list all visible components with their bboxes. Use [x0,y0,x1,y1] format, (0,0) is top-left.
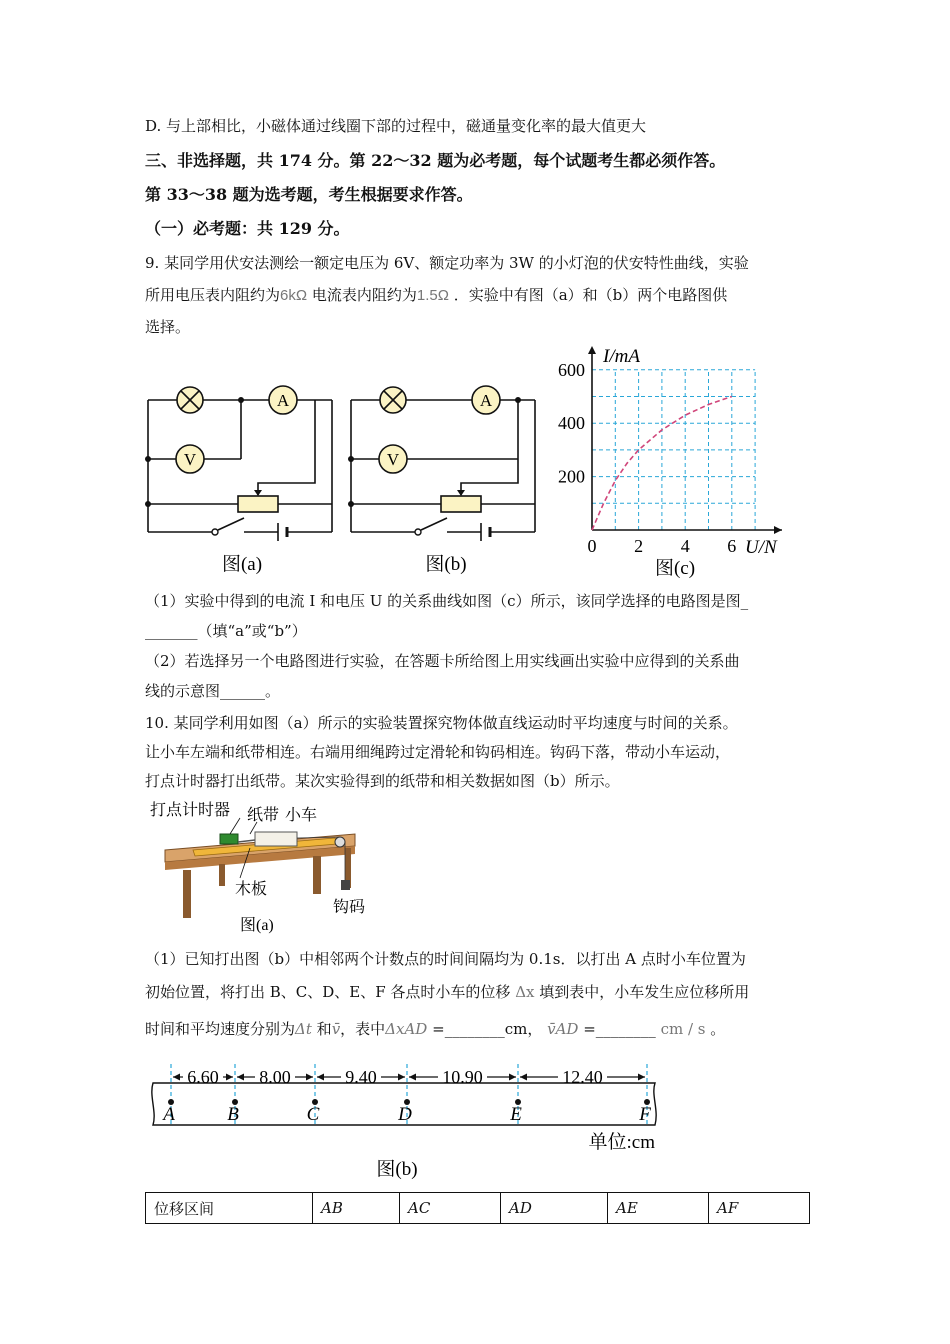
distance-label: 8.00 [259,1067,291,1087]
label-tape: 纸带 [247,807,280,824]
dim-arrow [520,1074,527,1081]
delta-x-ad-symbol: ΔxAD [385,1020,428,1038]
q10-sub1-line-2: 初始位置，将打出 B、C、D、E、F 各点时小车的位移 Δx 填到表中，小车发生应位移所用 [145,983,750,1001]
dim-arrow [226,1074,233,1081]
x-tick-label: 0 [587,536,597,556]
q10-line-2: 让小车左端和纸带相连。右端用细绳跨过定滑轮和钩码相连。钩码下落，带动小车运动， [145,743,731,761]
q9-sub2-line-2: 线的示意图______。 [145,682,281,700]
table-col-ae: AE [608,1193,709,1224]
cart-icon [255,832,297,846]
section-heading-1: 三、非选择题，共 174 分。第 22～32 题为必考题，每个试题考生都必须作答。 [145,151,726,170]
v-ad-symbol: v̄AD [547,1020,579,1038]
x-tick-label: 4 [680,536,690,556]
y-tick-label: 200 [558,466,585,487]
q9-line-1: 9. 某同学用伏安法测绘一额定电压为 6V、额定功率为 3W 的小灯泡的伏安特性曲线，实验 [145,254,749,272]
dim-arrow [173,1074,180,1081]
distance-label: 6.60 [187,1067,219,1087]
label-board: 木板 [235,881,268,898]
voltmeter-resistance: 6kΩ [280,287,308,304]
dim-arrow [398,1074,405,1081]
tape-unit: 单位:cm [588,1132,655,1153]
table-leg [219,864,225,886]
label-cart: 小车 [285,807,318,824]
voltmeter-label: V [183,450,197,469]
tape-line [238,840,255,842]
y-axis-label: I/mA [603,346,640,367]
y-tick-label: 400 [558,413,585,434]
ammeter-label: A [479,391,493,410]
tape-point-label: D [398,1104,412,1125]
table-leg [313,856,321,894]
q10-sub1-line-3: 时间和平均速度分别为Δt 和v̄，表中ΔxAD =________cm， v̄AD =________ cm / s 。 [145,1020,726,1038]
circuit-diagrams [140,380,540,580]
apparatus-illustration [145,798,385,938]
q10-line-1: 10. 某同学利用如图（a）所示的实验装置探究物体做直线运动时平均速度与时间的关系。 [145,714,738,732]
pulley-icon [335,837,345,847]
delta-t-symbol: Δt [295,1020,312,1038]
v-bar-symbol: v̄ [331,1020,341,1038]
ammeter-label: A [276,391,290,410]
table-col-ab: AB [313,1193,400,1224]
table-leg [183,870,191,918]
x-tick-label: 2 [634,536,644,556]
tape-caption: 图(b) [376,1159,418,1180]
x-axis-arrow [774,526,782,534]
dim-arrow [237,1074,244,1081]
dim-arrow [409,1074,416,1081]
velocity-unit: cm / s [660,1020,706,1038]
switch-contact [212,529,218,535]
displacement-table [145,1192,810,1224]
q9-sub1-line-2: _______（填“a”或“b”） [145,622,307,640]
section-heading-2: 第 33～38 题为选考题，考生根据要求作答。 [145,185,473,204]
label-timer: 打点计时器 [150,802,231,819]
label-weight: 钩码 [333,899,366,916]
q9-line-3: 选择。 [145,318,191,336]
ammeter-resistance: 1.5Ω [416,287,449,304]
apparatus-caption: 图(a) [240,917,274,934]
q9-sub2-line-1: （2）若选择另一个电路图进行实验，在答题卡所给图上用实线画出实验中应得到的关系曲 [145,652,740,670]
y-axis-arrow [588,346,596,354]
tape-point-label: C [306,1104,320,1125]
caption-a: 图(a) [221,554,263,575]
voltmeter-label: V [386,450,400,469]
delta-x-symbol: Δx [515,983,535,1001]
q10-sub1-line-1: （1）已知打出图（b）中相邻两个计数点的时间间隔均为 0.1s．以打出 A 点时小车位置为 [145,950,746,968]
y-tick-label: 600 [558,359,585,380]
option-d: D. 与上部相比，小磁体通过线圈下部的过程中，磁通量变化率的最大值更大 [145,117,647,135]
dim-arrow [509,1074,516,1081]
q9-line-2: 所用电压表内阻约为6kΩ 电流表内阻约为1.5Ω ．实验中有图（a）和（b）两个电路图供 [145,286,728,304]
paper-tape-figure [145,1050,665,1185]
caption-c: 图(c) [654,558,696,579]
tape-point-label: A [163,1104,175,1125]
iu-chart [545,338,795,583]
table-col-ac: AC [400,1193,501,1224]
caption-b: 图(b) [425,554,467,575]
tape-point-label: F [639,1104,651,1125]
dim-arrow [306,1074,313,1081]
distance-label: 9.40 [345,1067,377,1087]
dim-arrow [317,1074,324,1081]
chart-grid [592,370,755,530]
rheostat-icon [238,496,278,512]
tape-point-label: E [510,1104,522,1125]
dim-arrow [638,1074,645,1081]
x-tick-label: 6 [727,536,737,556]
switch-contact [415,529,421,535]
x-axis-label: U/N [745,537,777,558]
rheostat-icon [441,496,481,512]
q10-line-3: 打点计时器打出纸带。某次实验得到的纸带和相关数据如图（b）所示。 [145,772,620,790]
timer-icon [220,834,238,844]
weight-icon [341,880,350,890]
section-heading-3: （一）必考题：共 129 分。 [145,219,350,238]
table-header: 位移区间 [146,1193,313,1224]
tape-point-label: B [227,1104,239,1125]
q9-sub1-line-1: （1）实验中得到的电流 I 和电压 U 的关系曲线如图（c）所示，该同学选择的电路图是图_ [145,592,749,610]
table-col-ad: AD [501,1193,608,1224]
table-col-af: AF [709,1193,810,1224]
distance-label: 12.40 [562,1067,603,1087]
distance-label: 10.90 [442,1067,483,1087]
